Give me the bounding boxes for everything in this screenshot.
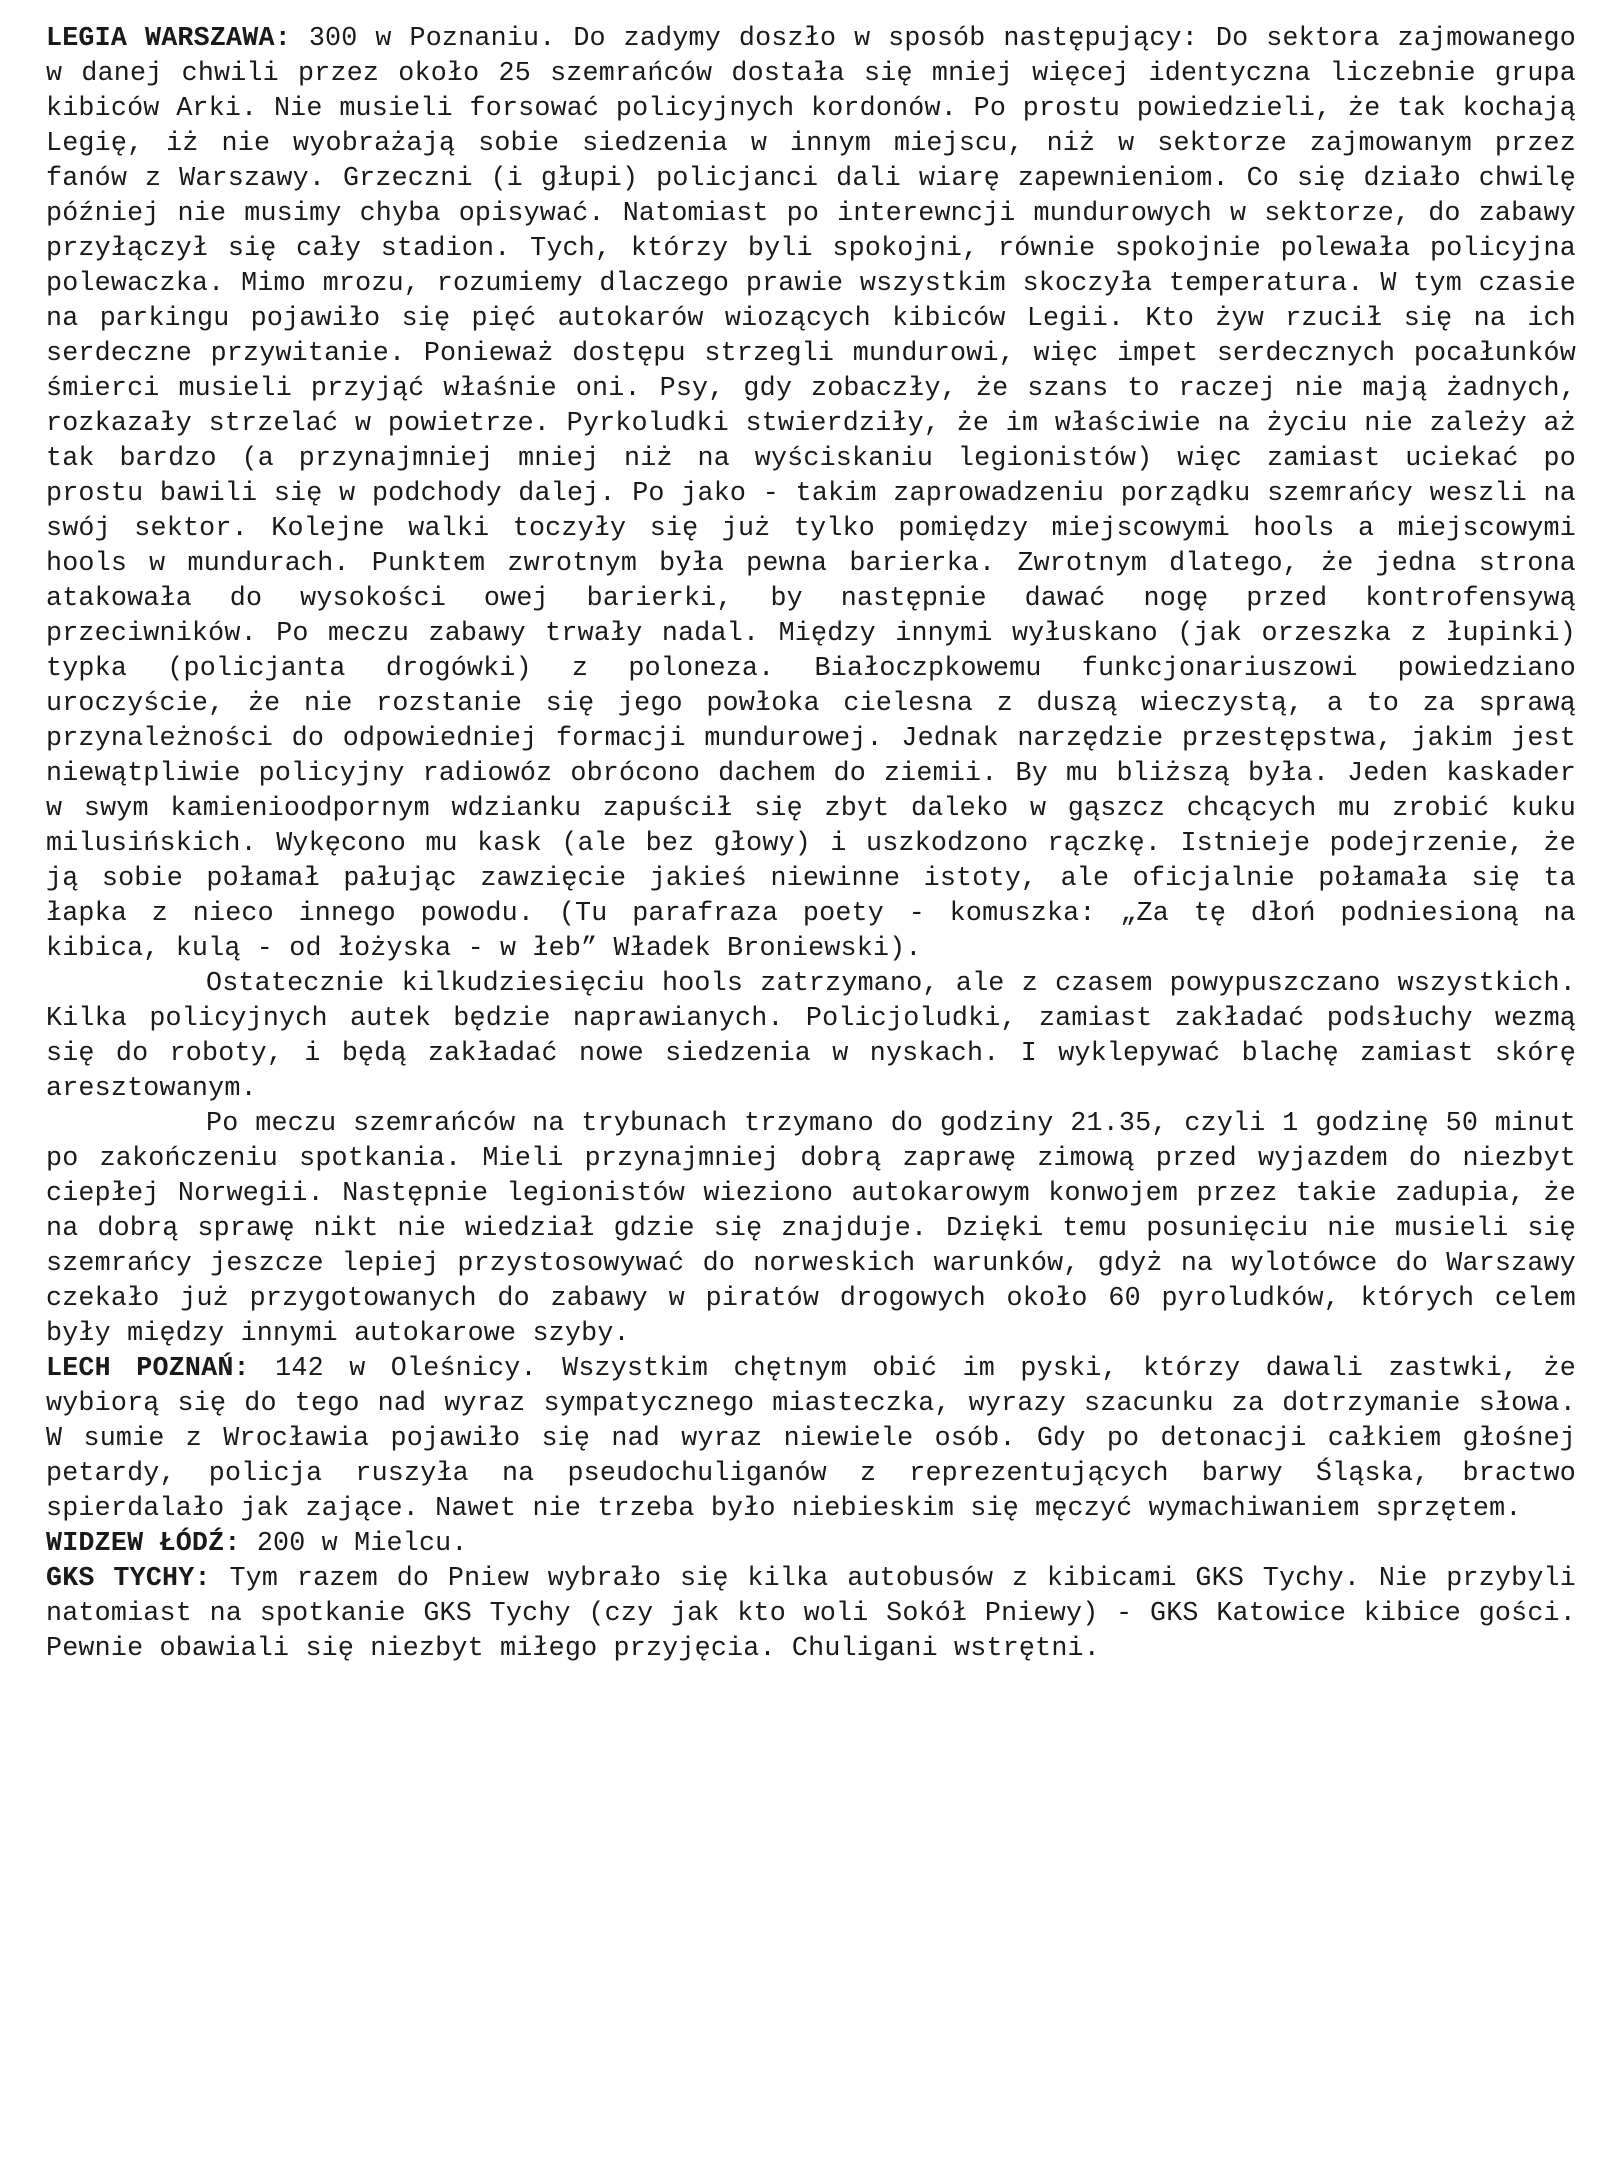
section-widzew-lodz — [46, 1527, 1576, 1562]
paragraph-text: 200 w Mielcu. — [256, 1529, 468, 1559]
paragraph — [46, 1562, 1576, 1667]
paragraph-text: Tym razem do Pniew wybrało się kilka autobusów z kibicami GKS Tychy. Nie przybyli natomiast na spotkanie GKS Tychy (czy jak kto woli Sokół Pniewy) - GKS Katowice kibice gości. Pewnie obawiali się niezbyt miłego przyjęcia. Chuligani wstrętni. — [46, 1564, 1576, 1664]
section-label: LEGIA WARSZAWA: — [46, 24, 291, 54]
paragraph — [46, 22, 1576, 967]
paragraph-text: 300 w Poznaniu. Do zadymy doszło w sposób następujący: Do sektora zajmowanego w danej chwili przez około 25 szemrańców dostała się mniej więcej identyczna liczebnie grupa kibiców Arki. Nie musieli forsować policyjnych kordonów. Po prostu powiedzieli, że tak kochają Legię, iż nie wyobrażają sobie siedzenia w innym miejscu, niż w sektorze zajmowanym przez fanów z Warszawy. Grzeczni (i głupi) policjanci dali wiarę zapewnieniom. Co się działo chwilę później nie musimy chyba opisywać. Natomiast po interewncji mundurowych w sektorze, do zabawy przyłączył się cały stadion. Tych, którzy byli spokojni, równie spokojnie polewała policyjna polewaczka. Mimo mrozu, rozumiemy dlaczego prawie wszystkim skoczyła temperatura. W tym czasie na parkingu pojawiło się pięć autokarów wiozących kibiców Legii. Kto żyw rzucił się na ich serdeczne przywitanie. Ponieważ dostępu strzegli mundurowi, więc impet serdecznych pocałunków śmierci musieli przyjąć właśnie oni. Psy, gdy zobaczły, że szans to raczej nie mają żadnych, rozkazały strzelać w powietrze. Pyrkoludki stwierdziły, że im właściwie na życiu nie zależy aż tak bardzo (a przynajmniej mniej niż na wyściskaniu legionistów) więc zamiast uciekać po prostu bawili się w podchody dalej. Po jako - takim zaprowadzeniu porządku szemrańcy weszli na swój sektor. Kolejne walki toczyły się już tylko pomiędzy miejscowymi hools a miejscowymi hools w mundurach. Punktem zwrotnym była pewna barierka. Zwrotnym dlatego, że jedna strona atakowała do wysokości owej barierki, by następnie dawać nogę przed kontrofensywą przeciwników. Po meczu zabawy trwały nadal. Między innymi wyłuskano (jak orzeszka z łupinki) typka (policjanta drogówki) z poloneza. Białoczpkowemu funkcjonariuszowi powiedziano uroczyście, że nie rozstanie się jego powłoka cielesna z duszą wieczystą, a to za sprawą przynależności do odpowiedniej formacji mundurowej. Jednak narzędzie przestępstwa, jakim jest niewątpliwie policyjny radiowóz obrócono dachem do ziemii. By mu bliższą była. Jeden kaskader w swym kamienioodpornym wdzianku zapuścił się zbyt daleko w gąszcz chcących mu zrobić kuku milusińskich. Wykęcono mu kask (ale bez głowy) i uszkodzono rączkę. Istnieje podejrzenie, że ją sobie połamał pałując zawzięcie jakieś niewinne istoty, ale oficjalnie połamała się ta łapka z nieco innego powodu. (Tu parafraza poety - komuszka: „Za tę dłoń podniesioną na kibica, kulą - od łożyska - w łeb” Władek Broniewski). — [46, 24, 1576, 964]
paragraph-text: 142 w Oleśnicy. Wszystkim chętnym obić im pyski, którzy dawali zastwki, że wybiorą się do tego nad wyraz sympatycznego miasteczka, wyrazy szacunku za dotrzymanie słowa. W sumie z Wrocławia pojawiło się nad wyraz niewiele osób. Gdy po detonacji całkiem głośnej petardy, policja ruszyła na pseudochuliganów z reprezentujących barwy Śląska, bractwo spierdalało jak zające. Nawet nie trzeba było niebieskim się męczyć wymachiwaniem sprzętem. — [46, 1354, 1576, 1524]
paragraph — [46, 1527, 1576, 1562]
section-legia-warszawa — [46, 22, 1576, 1352]
section-lech-poznan — [46, 1352, 1576, 1527]
section-gks-tychy — [46, 1562, 1576, 1667]
section-label: GKS TYCHY: — [46, 1564, 211, 1594]
paragraph: Po meczu szemrańców na trybunach trzymano do godziny 21.35, czyli 1 godzinę 50 minut po zakończeniu spotkania. Mieli przynajmniej dobrą zaprawę zimową przed wyjazdem do niezbyt ciepłej Norwegii. Następnie legionistów wieziono autokarowym konwojem przez takie zadupia, że na dobrą sprawę nikt nie wiedział gdzie się znajduje. Dzięki temu posunięciu nie musieli się szemrańcy jeszcze lepiej przystosowywać do norweskich warunków, gdyż na wylotówce do Warszawy czekało już przygotowanych do zabawy w piratów drogowych około 60 pyroludków, których celem były między innymi autokarowe szyby. — [46, 1109, 1576, 1349]
paragraph: Ostatecznie kilkudziesięciu hools zatrzymano, ale z czasem powypuszczano wszystkich. Kilka policyjnych autek będzie naprawianych. Policjoludki, zamiast zakładać podsłuchy wezmą się do roboty, i będą zakładać nowe siedzenia w nyskach. I wyklepywać blachę zamiast skórę aresztowanym. — [46, 969, 1576, 1104]
section-label: LECH POZNAŃ: — [46, 1354, 250, 1384]
document-page — [46, 22, 1576, 1667]
section-label: WIDZEW ŁÓDŹ: — [46, 1529, 241, 1559]
paragraph — [46, 1352, 1576, 1527]
